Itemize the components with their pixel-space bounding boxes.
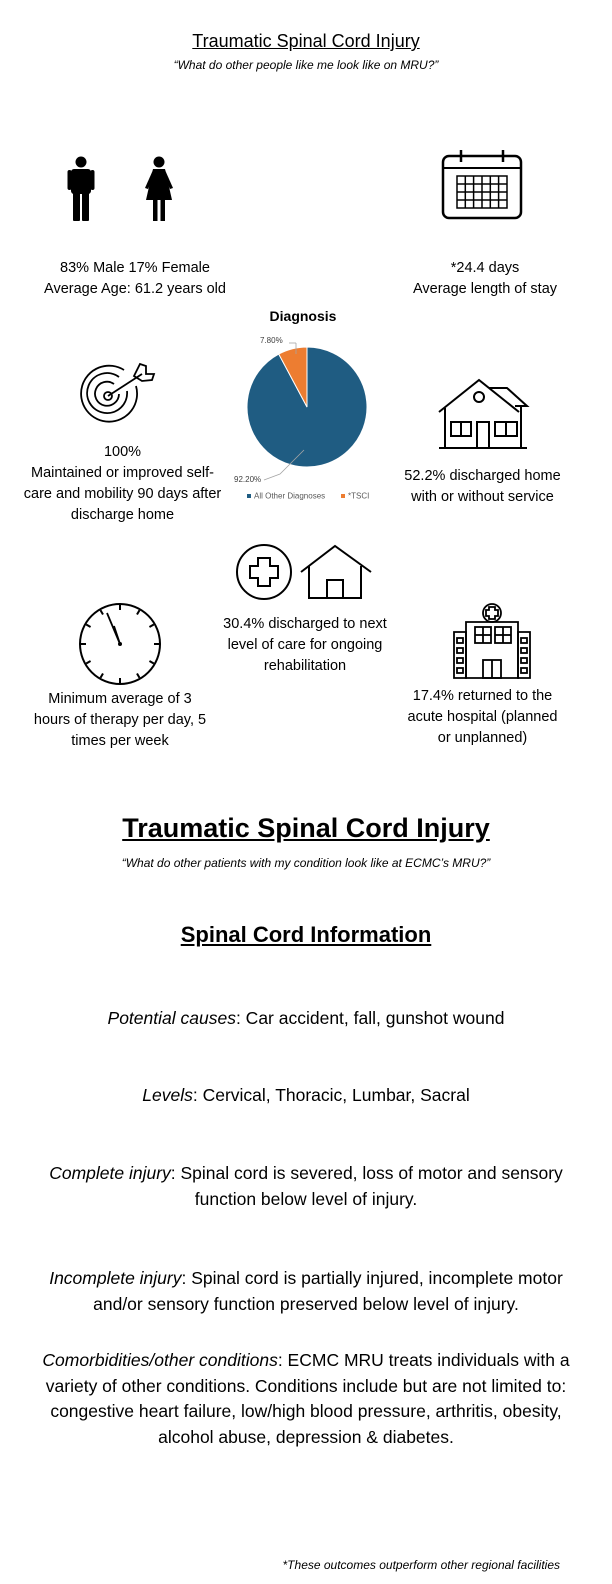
age-stat: Average Age: 61.2 years old bbox=[44, 281, 226, 297]
hospital-icon bbox=[452, 602, 532, 680]
footer-note: *These outcomes outperform other regional facilities bbox=[282, 1558, 560, 1572]
section-title: Traumatic Spinal Cord Injury bbox=[122, 813, 490, 843]
clock-tick bbox=[137, 673, 140, 677]
next-level-label: 30.4% discharged to next level of care for ongoing rehabilitation bbox=[223, 616, 387, 674]
target-icon bbox=[80, 362, 158, 426]
info-incomplete-injury: Incomplete injury: Spinal cord is partially injured, incomplete motor and/or sensory function preserved below level of injury. bbox=[49, 1268, 563, 1314]
legend-swatch-other bbox=[247, 494, 251, 498]
male-icon bbox=[66, 156, 96, 222]
medical-cross-icon bbox=[236, 544, 294, 602]
clock-tick bbox=[101, 610, 104, 614]
info-title: Spinal Cord Information bbox=[180, 922, 432, 947]
clock-tick bbox=[86, 661, 90, 664]
legend-label-other: All Other Diagnoses bbox=[254, 491, 326, 501]
therapy-label: Minimum average of 3 hours of therapy per day, 5 times per week bbox=[33, 691, 207, 749]
info-complete-injury: Complete injury: Spinal cord is severed, loss of motor and sensory function below level of injury. bbox=[49, 1163, 563, 1209]
info-comorbidities: Comorbidities/other conditions: ECMC MRU treats individuals with a variety of other conditions. Conditions include but are not limited to: congestive heart failure, low/high blood pressure, arthritis, obesity, alcohol abuse, depression & diabetes. bbox=[42, 1350, 570, 1447]
chart-title: Diagnosis bbox=[269, 308, 337, 324]
small-house-icon bbox=[299, 544, 373, 600]
acute-hospital-label: 17.4% returned to the acute hospital (planned or unplanned) bbox=[407, 688, 558, 746]
data-label-tsci: 7.80% bbox=[260, 336, 283, 345]
house-icon bbox=[437, 376, 529, 450]
female-icon bbox=[143, 156, 175, 222]
clock-tick bbox=[149, 661, 153, 664]
legend-label-tsci: *TSCI bbox=[348, 491, 370, 501]
clock-tick bbox=[86, 625, 90, 628]
gender-stat: 83% Male 17% Female bbox=[60, 260, 210, 276]
selfcare-value: 100% bbox=[103, 444, 142, 460]
clock-tick bbox=[149, 625, 153, 628]
selfcare-label: Maintained or improved self-care and mobility 90 days after discharge home bbox=[23, 465, 222, 523]
stay-label: Average length of stay bbox=[412, 281, 558, 297]
clock-tick bbox=[137, 610, 140, 614]
section-subtitle: “What do other patients with my condition look like at ECMC’s MRU?” bbox=[121, 856, 491, 870]
page-subtitle: “What do other people like me look like on MRU?” bbox=[173, 58, 439, 72]
data-label-other: 92.20% bbox=[234, 475, 262, 484]
clock-tick bbox=[101, 673, 104, 677]
home-discharge-label: 52.2% discharged home with or without service bbox=[404, 468, 561, 505]
clock-icon bbox=[78, 602, 162, 686]
legend-swatch-tsci bbox=[341, 494, 345, 498]
stay-value: *24.4 days bbox=[450, 260, 520, 276]
calendar-icon bbox=[441, 148, 523, 220]
info-causes: Potential causes: Car accident, fall, gunshot wound bbox=[107, 1008, 505, 1028]
page-title: Traumatic Spinal Cord Injury bbox=[192, 31, 420, 51]
info-levels: Levels: Cervical, Thoracic, Lumbar, Sacral bbox=[142, 1085, 470, 1105]
diagnosis-pie-chart bbox=[220, 330, 400, 510]
